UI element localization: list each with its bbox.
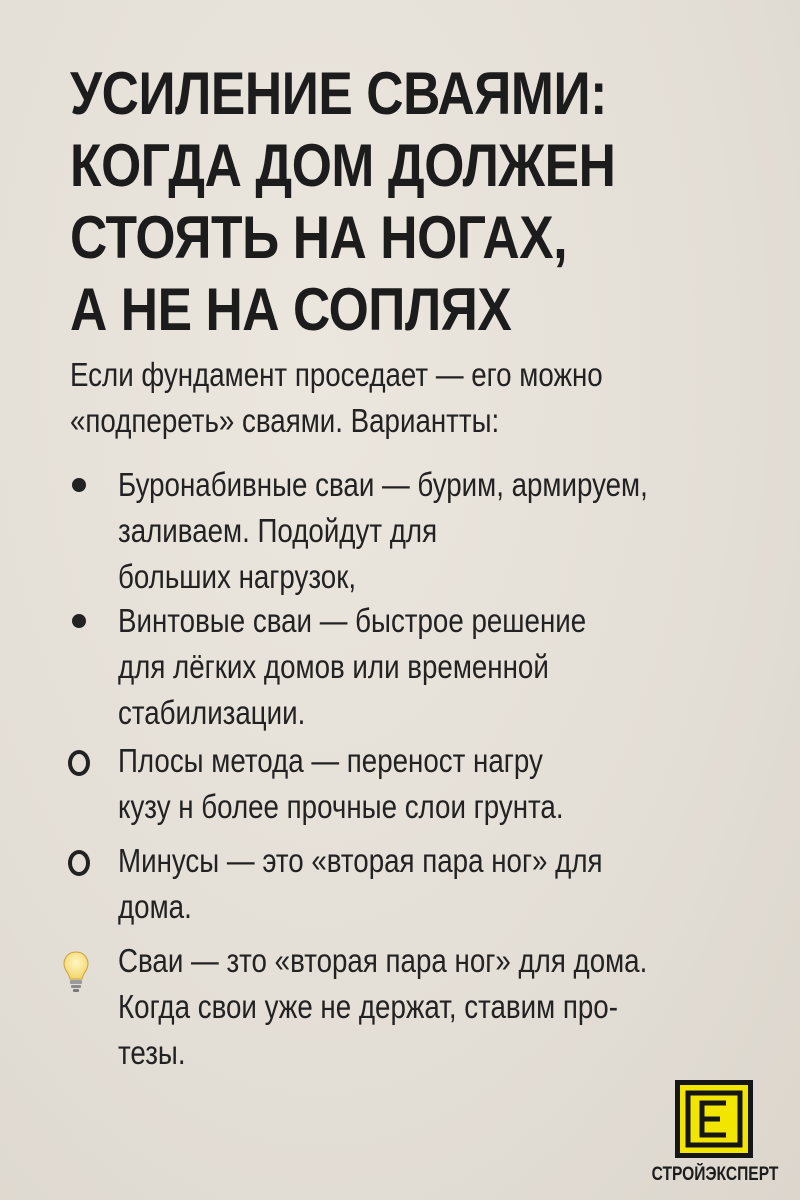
bullet-line: стабилизации. [118, 694, 306, 731]
bullet-line: больших нагрузок, [118, 558, 357, 595]
cons-line: Минусы — это «вторая пара ног» для [118, 842, 603, 879]
bullet-text [118, 462, 773, 600]
intro-paragraph [70, 352, 767, 444]
headline-line: КОГДА ДОМ ДОЛЖЕН [70, 132, 616, 199]
bullet-text [118, 598, 773, 736]
circle-bullet-icon [68, 850, 90, 876]
bullet-line: Винтовые сваи — быстрое решение [118, 602, 587, 639]
headline-line: СТОЯТЬ НА НОГАХ, [70, 204, 568, 271]
intro-line: Если фундамент проседает — его можно [70, 356, 603, 393]
cons-line: дома. [118, 888, 192, 925]
lightbulb-icon [62, 950, 90, 994]
headline [70, 58, 767, 346]
bullet-line: Буронабивные сваи — бурим, армируем, [118, 466, 648, 503]
bullet-line: заливаем. Подойдут для [118, 512, 438, 549]
logo-mark [675, 1080, 753, 1158]
circle-bullet-icon [68, 750, 90, 776]
bullet-line: для лёгких домов или временной [118, 648, 549, 685]
pros-line: кузу н более прочные слои грунта. [118, 788, 564, 825]
logo-glyph-icon [680, 1085, 748, 1153]
logo-wordmark: СТРОЙЭКСПЕРТ [651, 1164, 779, 1185]
pros-text [118, 738, 773, 830]
intro-line: «подпереть» сваями. Вариантты: [70, 402, 500, 439]
pros-line: Плосы метода — переност нагру [118, 742, 543, 779]
headline-line: УСИЛЕНИЕ СВАЯМИ: [70, 60, 607, 127]
tip-line: Сваи — зто «вторая пара ног» для дома. [118, 942, 648, 979]
cons-text [118, 838, 773, 930]
tip-line: тезы. [118, 1034, 186, 1071]
tip-text [118, 938, 773, 1076]
bullet-dot-icon [72, 614, 86, 628]
bullet-dot-icon [72, 478, 86, 492]
tip-line: Когда свои уже не держат, ставим про- [118, 988, 618, 1025]
headline-line: А НЕ НА СОПЛЯХ [70, 276, 512, 343]
